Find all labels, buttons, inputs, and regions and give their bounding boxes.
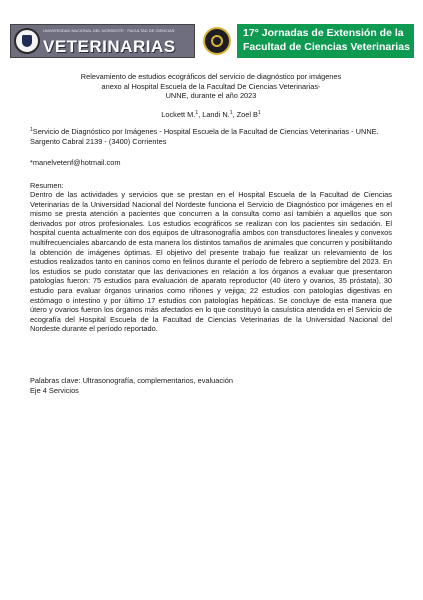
author-2-affiliation: 1 [229,110,233,116]
title-line-3: UNNE, durante el año 2023 [165,91,257,101]
banner-small-text: UNIVERSIDAD NACIONAL DEL NORDESTE · FACULTAD DE CIENCIAS [43,28,175,33]
faculty-logo-banner [10,24,195,58]
author-1: Lockett M. [161,110,196,119]
author-1-affiliation: 1 [195,110,199,116]
affiliation [30,127,392,146]
author-2: Landi N. [202,110,230,119]
jornadas-banner [237,24,414,58]
author-3-affiliation: 1 [258,110,261,116]
title-line-2: anexo al Hospital Escuela de la Facultad De Ciencias Veterinarias- [101,81,321,91]
affiliation-text: Servicio de Diagnóstico por Imágenes - Hospital Escuela de la Facultad de Ciencias Veterinarias - UNNE. Sargento Cabral 2139 - (3400) Corrientes [30,127,379,146]
paper-title [30,72,392,101]
keywords: Palabras clave: Ultrasonografía, complementarios, evaluación [30,376,233,385]
banner-big-text: VETERINARIAS [43,37,176,56]
abstract-body: Dentro de las actividades y servicios que se prestan en el Hospital Escuela de la Facultad de Ciencias Veterinarias de la Universidad Nacional del Nordeste funciona el Servicio de Diagnóstico por imágenes en el mismo se presta atención a pacientes que concurren a la consulta como así también a aquellos que son derivados por otros profesionales. Los estudios ecográficos se realizan con los pacientes sin sedación. El hospital cuenta actualmente con dos equipos de ultrasonografía ambos con transductores lineales y convexos multifrecuenciales abarcando de esta manera los distintos tamaños de animales que concurren y posibilitando la obtención de imágenes óptimas. El objetivo del presente trabajo fue realizar un relevamiento de los estudios realizados tanto en caninos como en felinos durante el período de febrero a septiembre del 2023. En los estudios se pudo constatar que las derivaciones en relación a los órganos a evaluar que presentaron patologías fueron: 75 estudios para evaluación de aparato reproductor (40 útero y ovarios, 35 próstata), 30 estudio para evaluar órganos urinarios como riñones y vejiga; 22 estudios con patologías digestivas en estómago o intestino y por último 17 estudios con patologías hepáticas. Se concluye de esta manera que útero y ovarios fueron los órganos más afectados en lo que constituyó la casuística atendida en el Servicio de ecografía del Hospital Escuela de la Facultad de Ciencias Veterinarias de la Universidad Nacional del Nordeste durante el período reportado. [30,190,392,334]
author-3: Zoel B [236,110,258,119]
jornadas-line-1: 17° Jornadas de Extensión de la [243,27,404,39]
faculty-seal-icon [203,27,231,55]
university-logo-icon [14,28,40,54]
header-banner [10,24,414,58]
jornadas-line-2: Facultad de Ciencias Veterinarias [243,41,410,53]
contact-email: *manelvetenf@hotmail.com [30,158,121,167]
affiliation-marker: 1 [30,127,33,133]
abstract-heading: Resumen: [30,181,64,190]
thematic-axis: Eje 4 Servicios [30,386,79,395]
author-list: Lockett M.$^1$, Landi N.$^1$, Zoel $B^1$ [161,110,261,119]
title-line-1: Relevamiento de estudios ecográficos del servicio de diagnóstico por imágenes [80,72,342,81]
